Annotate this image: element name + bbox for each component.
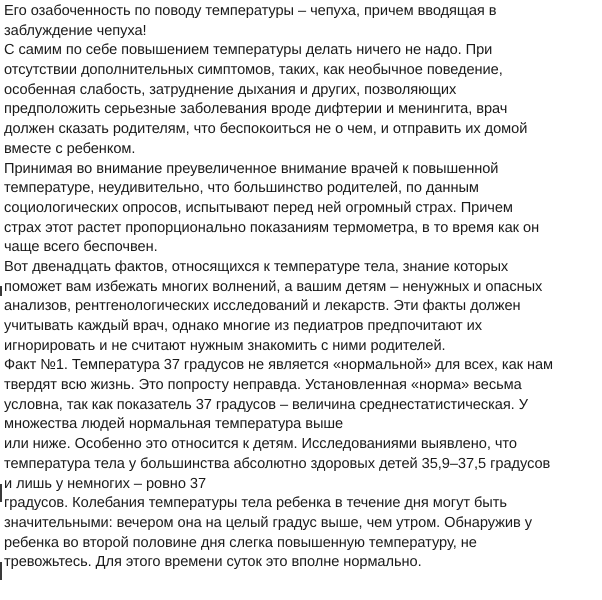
text-line: вместе с ребенком. <box>4 140 136 157</box>
left-scan-edge-mark <box>0 484 2 502</box>
text-line: и лишь у немногих – ровно 37 <box>4 475 207 492</box>
text-line: предположить серьезные заболевания вроде дифтерии и менингита, врач <box>4 101 508 118</box>
text-line: Факт №1. Температура 37 градусов не является «нормальной» для всех, как нам <box>4 357 554 374</box>
text-line: поможет вам избежать многих волнений, а вашим детям – ненужных и опасных <box>4 278 543 295</box>
text-line: социологических опросов, испытывают перед ней огромный страх. Причем <box>4 199 513 216</box>
text-line: чаще всего беспочвен. <box>4 239 158 256</box>
text-line: Принимая во внимание преувеличенное внимание врачей к повышенной <box>4 160 499 177</box>
text-line: игнорировать и не считают нужным знакомить с ними родителей. <box>4 337 446 354</box>
text-line: тревожьтесь. Для этого времени суток это вполне нормально. <box>4 554 422 571</box>
left-scan-edge-mark <box>0 562 2 580</box>
text-line: особенная слабость, затруднение дыхания и других, позволяющих <box>4 81 457 98</box>
left-scan-edge-mark <box>0 286 2 296</box>
text-line: Вот двенадцать фактов, относящихся к температуре тела, знание которых <box>4 258 509 275</box>
text-line: учитывать каждый врач, однако многие из педиатров предпочитают их <box>4 318 482 334</box>
text-line: твердят всю жизнь. Это попросту неправда. Установленная «норма» весьма <box>4 377 522 394</box>
text-line: ребенка во второй половине дня слегка повышенную температуру, не <box>4 534 477 551</box>
text-line: С самим по себе повышением температуры делать ничего не надо. При <box>4 42 493 59</box>
text-line: или ниже. Особенно это относится к детям. Исследованиями выявлено, что <box>4 436 517 453</box>
text-line: температуре, неудивительно, что большинство родителей, по данным <box>4 180 479 197</box>
text-line: температура тела у большинства абсолютно здоровых детей 35,9–37,5 градусов <box>4 455 551 472</box>
text-line: отсутствии дополнительных симптомов, таких, как необычное поведение, <box>4 62 503 79</box>
text-line: градусов. Колебания температуры тела ребенка в течение дня могут быть <box>4 495 507 512</box>
text-line: заблуждение чепуха! <box>4 22 147 39</box>
text-line: должен сказать родителям, что беспокоиться не о чем, и отправить их домой <box>4 121 528 138</box>
text-line: множества людей нормальная температура выше <box>4 416 344 433</box>
text-line: значительными: вечером она на целый градус выше, чем утром. Обнаружив у <box>4 514 532 531</box>
text-line: условна, так как показатель 37 градусов – величина среднестатистическая. У <box>4 396 528 413</box>
text-line: анализов, рентгенологических исследований и лекарств. Эти факты должен <box>4 298 521 315</box>
text-line: Его озабоченность по поводу температуры – чепуха, причем вводящая в <box>4 3 497 19</box>
text-line: страх этот растет пропорционально показаниям термометра, в то время как он <box>4 219 540 236</box>
